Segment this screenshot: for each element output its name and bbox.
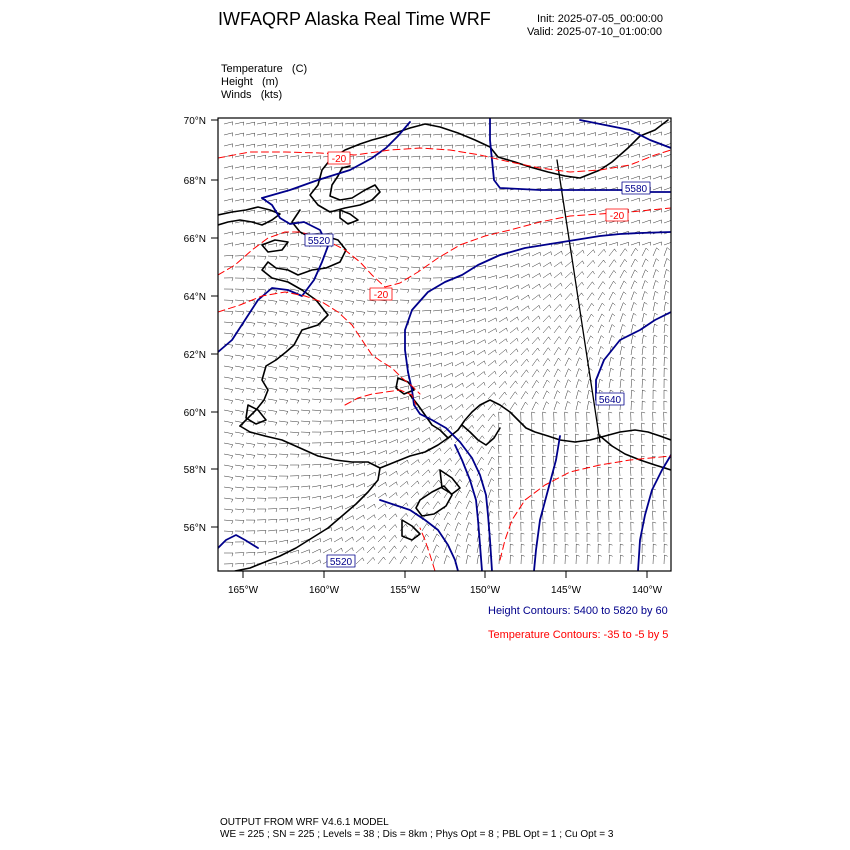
- plot-title: IWFAQRP Alaska Real Time WRF: [218, 9, 491, 29]
- lat-label: 66°N: [183, 234, 206, 245]
- lat-label: 70°N: [183, 116, 206, 127]
- lon-label: 145°W: [550, 585, 582, 596]
- height-contours: [218, 118, 671, 571]
- footer-config: WE = 225 ; SN = 225 ; Levels = 38 ; Dis = 8km ; Phys Opt = 8 ; PBL Opt = 1 ; Cu Opt = 3: [220, 829, 614, 840]
- latitude-ticks: [211, 120, 218, 527]
- valid-time: Valid: 2025-07-10_01:00:00: [527, 26, 662, 38]
- variable-winds: Winds (kts): [221, 89, 283, 101]
- lon-label: 160°W: [308, 585, 340, 596]
- international-border: [557, 160, 600, 442]
- height-contour-label: 5520: [307, 236, 331, 247]
- wind-barb-field: [224, 121, 673, 567]
- lon-label: 150°W: [469, 585, 501, 596]
- lon-label: 165°W: [227, 585, 259, 596]
- map-frame: [218, 118, 671, 571]
- height-contour-label: 5580: [624, 184, 648, 195]
- lon-label: 140°W: [631, 585, 663, 596]
- height-legend: Height Contours: 5400 to 5820 by 60: [488, 605, 668, 617]
- lat-label: 58°N: [183, 465, 206, 476]
- lat-label: 56°N: [183, 523, 206, 534]
- height-contour-label: 5520: [329, 557, 353, 568]
- footer-model: OUTPUT FROM WRF V4.6.1 MODEL: [220, 817, 389, 828]
- variable-temperature: Temperature (C): [221, 63, 308, 75]
- lat-label: 62°N: [183, 350, 206, 361]
- temperature-legend: Temperature Contours: -35 to -5 by 5: [488, 629, 669, 641]
- lat-label: 60°N: [183, 408, 206, 419]
- temperature-contour-label: -20: [331, 154, 347, 165]
- lat-label: 68°N: [183, 176, 206, 187]
- lon-label: 155°W: [389, 585, 421, 596]
- variable-height: Height (m): [221, 76, 279, 88]
- height-contour-label: 5640: [598, 395, 622, 406]
- lat-label: 64°N: [183, 292, 206, 303]
- init-time: Init: 2025-07-05_00:00:00: [537, 13, 663, 25]
- longitude-ticks: [243, 571, 647, 578]
- temperature-contour-label: -20: [609, 211, 625, 222]
- temperature-contour-label: -20: [373, 290, 389, 301]
